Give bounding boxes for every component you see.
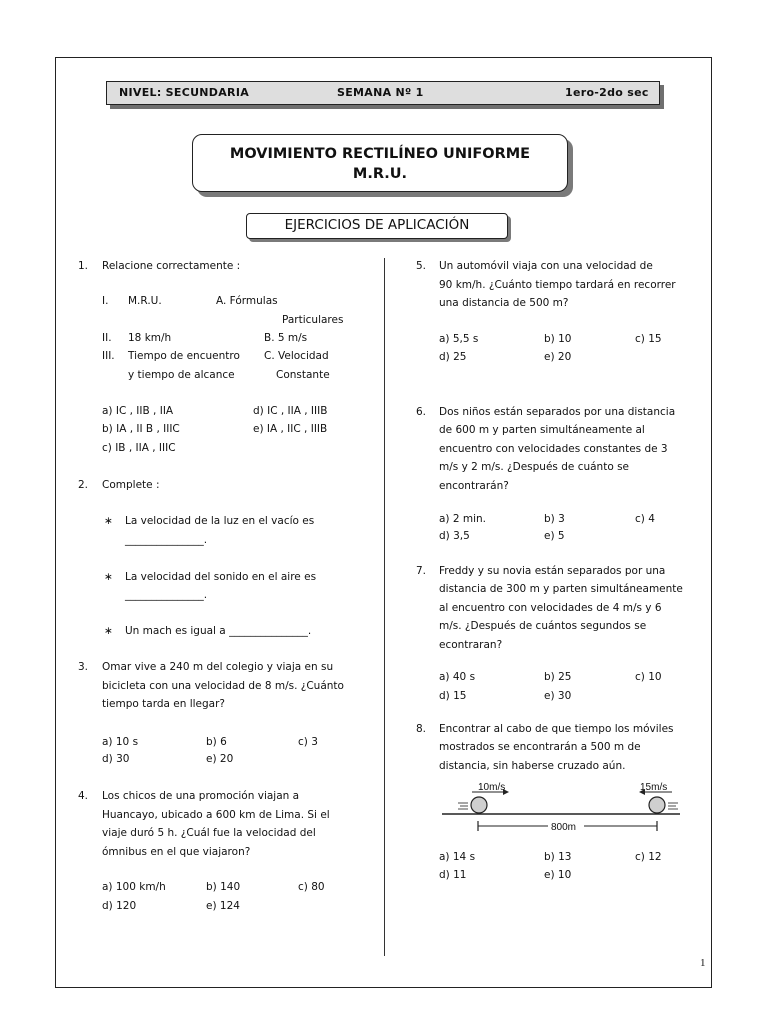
q1-option-e: e) IA , IIC , IIIB [253,423,328,435]
q5-option-c: c) 15 [635,333,662,345]
q7-line-3: al encuentro con velocidades de 4 m/s y 6 [439,602,662,614]
q7-line-4: m/s. ¿Después de cuántos segundos se [439,620,647,632]
q6-option-c: c) 4 [635,513,655,525]
q3-line-2: bicicleta con una velocidad de 8 m/s. ¿Cuánto [102,680,344,692]
q8-option-b: b) 13 [544,851,572,863]
q4-number: 4. [78,790,89,802]
q7-number: 7. [416,565,427,577]
q6-option-d: d) 3,5 [439,530,470,542]
q1-iii-label: III. [102,350,115,362]
q7-option-d: d) 15 [439,690,467,702]
section-subtitle: EJERCICIOS DE APLICACIÓN [246,213,508,239]
q5-number: 5. [416,260,427,272]
q6-option-a: a) 2 min. [439,513,487,525]
q3-number: 3. [78,661,89,673]
q6-number: 6. [416,406,427,418]
q8-line-2: mostrados se encontrarán a 500 m de [439,741,641,753]
q1-i-label: I. [102,295,109,307]
q4-option-a: a) 100 km/h [102,881,166,893]
q4-option-c: c) 80 [298,881,325,893]
q2-item-2: La velocidad del sonido en el aire es [125,571,317,583]
q6-line-3: encuentro con velocidades constantes de 3 [439,443,668,455]
q1-ii-text: 18 km/h [128,332,172,344]
q1-a-text: A. Fórmulas [216,295,278,307]
q8-figure [440,778,690,838]
q2-item-1-blank: _______________. [125,534,208,546]
q8-option-a: a) 14 s [439,851,476,863]
page-number: 1 [700,957,706,969]
q3-option-b: b) 6 [206,736,227,748]
right-mobile [649,797,678,813]
title-line-2: M.R.U. [352,166,408,182]
q2-bullet-1: ∗ [104,515,113,527]
q6-line-5: encontrarán? [439,480,509,492]
q4-option-e: e) 124 [206,900,240,912]
q7-line-2: distancia de 300 m y parten simultáneamente [439,583,683,595]
right-speed-label: 15m/s [640,782,668,793]
left-speed-label: 10m/s [478,782,506,793]
q2-bullet-3: ∗ [104,625,113,637]
q3-line-1: Omar vive a 240 m del colegio y viaja en su [102,661,334,673]
q8-option-c: c) 12 [635,851,662,863]
q2-item-1: La velocidad de la luz en el vacío es [125,515,315,527]
q8-option-d: d) 11 [439,869,467,881]
q1-ii-label: II. [102,332,112,344]
q1-prompt: Relacione correctamente : [102,260,241,272]
q7-line-5: econtraran? [439,639,503,651]
header-level: NIVEL: SECUNDARIA [119,86,250,99]
q4-line-2: Huancayo, ubicado a 600 km de Lima. Si el [102,809,330,821]
left-mobile [458,797,487,813]
q2-bullet-2: ∗ [104,571,113,583]
q7-line-1: Freddy y su novia están separados por una [439,565,666,577]
q6-option-b: b) 3 [544,513,565,525]
q7-option-c: c) 10 [635,671,662,683]
header-week: SEMANA Nº 1 [337,86,424,99]
q1-i-text: M.R.U. [128,295,162,307]
title-line-1: MOVIMIENTO RECTILÍNEO UNIFORME [229,146,531,162]
q5-line-1: Un automóvil viaja con una velocidad de [439,260,653,272]
q3-option-c: c) 3 [298,736,318,748]
q1-a-cont: Particulares [282,314,344,326]
q6-option-e: e) 5 [544,530,565,542]
q1-number: 1. [78,260,89,272]
q6-line-1: Dos niños están separados por una distancia [439,406,676,418]
title-box [192,134,568,192]
q6-line-4: m/s y 2 m/s. ¿Después de cuánto se [439,461,630,473]
q8-number: 8. [416,723,427,735]
q5-line-2: 90 km/h. ¿Cuánto tiempo tardará en recorrer [439,279,676,291]
q1-c-text: C. Velocidad [264,350,329,362]
q4-option-b: b) 140 [206,881,241,893]
q8-line-1: Encontrar al cabo de que tiempo los móviles [439,723,674,735]
q1-option-c: c) IB , IIA , IIIC [102,442,176,454]
q2-prompt: Complete : [102,479,160,491]
q4-line-3: viaje duró 5 h. ¿Cuál fue la velocidad del [102,827,316,839]
q4-line-4: ómnibus en el que viajaron? [102,846,251,858]
header-bar [106,81,660,105]
q7-option-b: b) 25 [544,671,572,683]
q5-option-b: b) 10 [544,333,572,345]
q2-item-3: Un mach es igual a _______________. [125,625,312,637]
header-grade: 1ero-2do sec [565,86,649,99]
q3-option-d: d) 30 [102,753,130,765]
q3-option-a: a) 10 s [102,736,139,748]
q7-option-a: a) 40 s [439,671,476,683]
q4-line-1: Los chicos de una promoción viajan a [102,790,300,802]
q6-line-2: de 600 m y parten simultáneamente al [439,424,645,436]
q8-option-e: e) 10 [544,869,572,881]
distance-label: 800m [551,822,577,833]
q1-b-text: B. 5 m/s [264,332,308,344]
q1-option-a: a) IC , IIB , IIA [102,405,174,417]
q1-option-d: d) IC , IIA , IIIB [253,405,328,417]
q5-option-e: e) 20 [544,351,572,363]
q1-c-cont: Constante [276,369,330,381]
q1-option-b: b) IA , II B , IIIC [102,423,180,435]
q5-option-a: a) 5,5 s [439,333,479,345]
q2-number: 2. [78,479,89,491]
q3-line-3: tiempo tarda en llegar? [102,698,226,710]
q8-line-3: distancia, sin haberse cruzado aún. [439,760,626,772]
column-divider [384,258,385,956]
q3-option-e: e) 20 [206,753,234,765]
q1-iii-text: Tiempo de encuentro [128,350,240,362]
q5-line-3: una distancia de 500 m? [439,297,569,309]
q5-option-d: d) 25 [439,351,467,363]
q4-option-d: d) 120 [102,900,137,912]
q7-option-e: e) 30 [544,690,572,702]
q2-item-2-blank: _______________. [125,589,208,601]
q1-iii-cont: y tiempo de alcance [128,369,235,381]
